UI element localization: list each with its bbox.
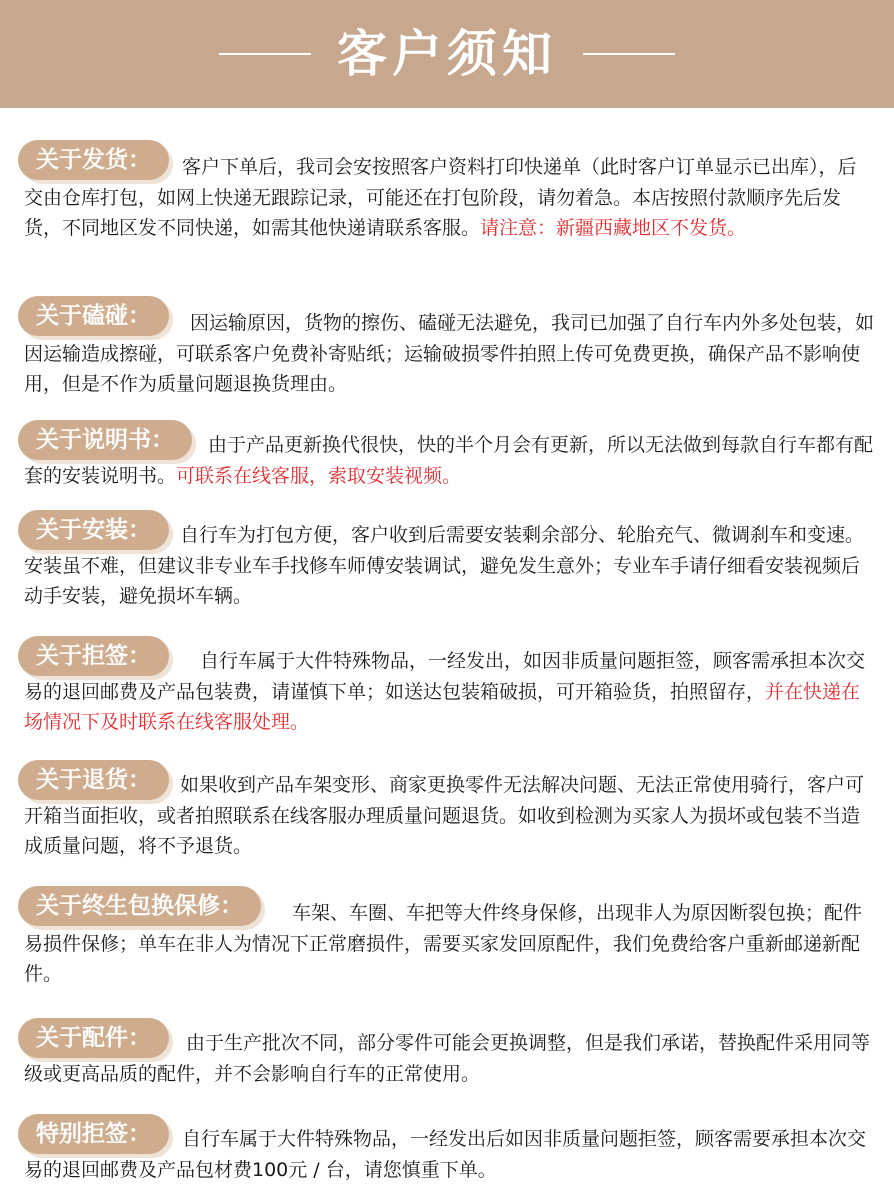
- section-label: 关于配件：: [18, 1018, 169, 1058]
- section-text: [24, 308, 874, 400]
- section-body: 由于产品更新换代很快，快的半个月会有更新，所以无法做到每款自行车都有配套的安装说明书。: [24, 434, 874, 487]
- header-rule-right: [583, 53, 675, 55]
- page-header: [0, 0, 894, 108]
- section-text: [24, 1124, 874, 1185]
- section-body: 客户下单后，我司会安按照客户资料打印快递单（此时客户订单显示已出库），后交由仓库打包，如网上快递无跟踪记录，可能还在打包阶段，请勿着急。本店按照付款顺序先后发货，不同地区发不同快递，如需其他快递请联系客服。: [24, 156, 857, 239]
- section-body: 自行车为打包方便，客户收到后需要安装剩余部分、轮胎充气、微调刹车和变速。安装虽不难，但建议非专业车手找修车师傅安装调试，避免发生意外；专业车手请仔细看安装视频后动手安装，避免损坏车辆。: [24, 524, 865, 607]
- section-text: [24, 520, 874, 612]
- section-note: 请注意：新疆西藏地区不发货。: [480, 217, 747, 239]
- section-label: 关于退货：: [18, 760, 169, 800]
- section-text: [24, 770, 874, 862]
- section-text: [24, 430, 874, 491]
- page-title: 客户须知: [337, 25, 557, 83]
- section-text: [24, 1028, 874, 1089]
- section-text: [24, 152, 874, 244]
- section-body: 因运输原因，货物的擦伤、磕碰无法避免，我司已加强了自行车内外多处包装，如因运输造成擦碰，可联系客户免费补寄贴纸；运输破损零件拍照上传可免费更换，确保产品不影响使用，但是不作为质量问题退换货理由。: [24, 312, 875, 395]
- section-label: 关于安装：: [18, 510, 169, 550]
- section-label: 关于发货：: [18, 140, 169, 180]
- header-rule-left: [219, 53, 311, 55]
- section-label: 关于磕碰：: [18, 296, 169, 336]
- section-label: 关于拒签：: [18, 636, 169, 676]
- section-text: [24, 646, 874, 738]
- section-text: [24, 898, 874, 990]
- section-note: 并在快递在场情况下及时联系在线客服处理。: [24, 680, 861, 733]
- section-note: 可联系在线客服，索取安装视频。: [176, 464, 462, 487]
- section-label: 特别拒签：: [18, 1114, 169, 1154]
- section-body: 自行车属于大件特殊物品，一经发出后如因非质量问题拒签，顾客需要承担本次交易的退回邮费及产品包材费100元 / 台，请您慎重下单。: [24, 1128, 867, 1181]
- section-body: 自行车属于大件特殊物品，一经发出，如因非质量问题拒签，顾客需承担本次交易的退回邮费及产品包装费，请谨慎下单；如送达包装箱破损，可开箱验货，拍照留存，: [24, 650, 866, 703]
- section-label: 关于终生包换保修：: [18, 886, 261, 926]
- section-body: 如果收到产品车架变形、商家更换零件无法解决问题、无法正常使用骑行，客户可开箱当面拒收，或者拍照联系在线客服办理质量问题退货。如收到检测为买家人为损坏或包装不当造成质量问题，将不予退货。: [24, 774, 865, 857]
- section-body: 由于生产批次不同，部分零件可能会更换调整，但是我们承诺，替换配件采用同等级或更高品质的配件，并不会影响自行车的正常使用。: [24, 1032, 871, 1085]
- section-label: 关于说明书：: [18, 420, 192, 460]
- section-body: 车架、车圈、车把等大件终身保修，出现非人为原因断裂包换；配件易损件保修；单车在非人为情况下正常磨损件，需要买家发回原配件，我们免费给客户重新邮递新配件。: [24, 902, 863, 985]
